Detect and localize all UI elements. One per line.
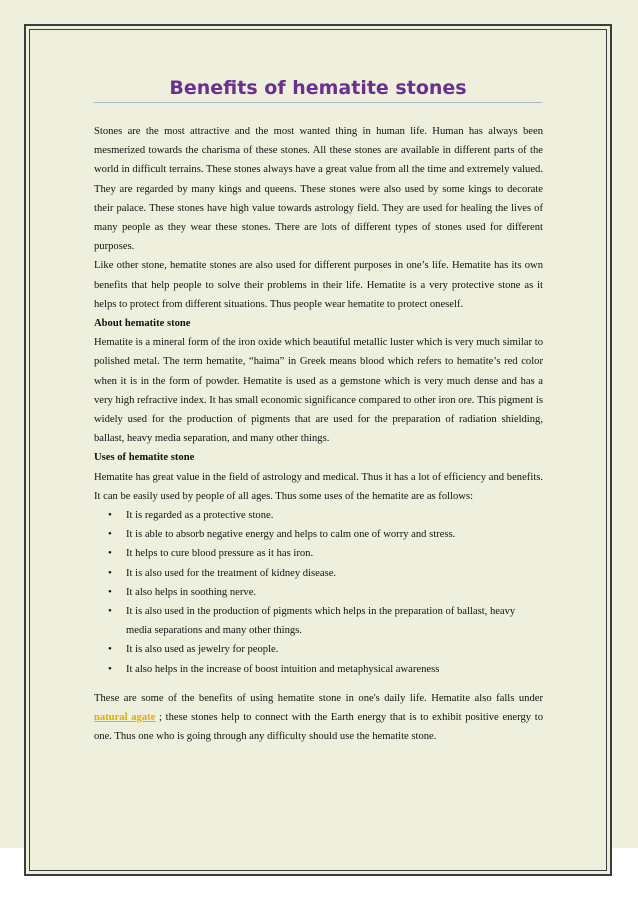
uses-bullet-list — [94, 506, 543, 679]
list-item-text: • It helps to cure blood pressure as it has iron. — [126, 548, 314, 560]
closing-text-start: These are some of the benefits of using hematite stone in one's daily life. Hematite also falls under — [94, 692, 543, 704]
natural-agate-link[interactable]: natural agate — [94, 712, 156, 724]
list-item-text: • It is also used as jewelry for people. — [126, 644, 279, 656]
about-heading: About hematite stone — [94, 318, 191, 330]
list-item — [94, 564, 543, 583]
document-body — [94, 122, 543, 747]
about-paragraph: Hematite is a mineral form of the iron oxide which beautiful metallic luster which is very much similar to polished metal. The term hematite, “haima” in Greek means blood which refers to hematite’s red color when it is in the form of powder. Hematite is used as a gemstone which is very much dense and has a very high refractive index. It has small economic significance compared to other iron ore. This pigment is widely used for the production of pigments that are used for the preparation of radiation shielding, ballast, heavy media separation, and many other things. — [94, 337, 543, 445]
closing-text-end: ; these stones help to connect with the Earth energy that is to exhibit positive energy to one. Thus one who is going through any difficulty should use the hematite stone. — [94, 712, 543, 743]
list-item-text: • It is able to absorb negative energy and helps to calm one of worry and stress. — [126, 529, 456, 541]
list-item-text: • It also helps in the increase of boost intuition and metaphysical awareness — [126, 663, 440, 675]
uses-intro-paragraph: Hematite has great value in the field of astrology and medical. Thus it has a lot of efficiency and benefits. It can be easily used by people of all ages. Thus some uses of the hematite are as follows: — [94, 471, 543, 502]
list-item-text: • It is also used in the production of pigments which helps in the preparation of ballast, heavy media separations and many other things. — [126, 606, 516, 637]
intro-paragraph-2: Like other stone, hematite stones are also used for different purposes in one’s life. Hematite has its own benefits that help people to solve their problems in their life. Hematite is a very protective stone as it helps to protect from different situations. Thus people wear hematite to protect oneself. — [94, 260, 543, 310]
list-item-text: • It is also used for the treatment of kidney disease. — [126, 567, 337, 579]
list-item — [94, 583, 543, 602]
uses-heading: Uses of hematite stone — [94, 452, 195, 464]
intro-paragraph-1: Stones are the most attractive and the most wanted thing in human life. Human has always been mesmerized towards the charisma of these stones. All these stones are available in different parts of the world in difficult terrains. These stones always have a great value from all the time and extremely valued. They are regarded by many kings and queens. These stones were also used by some kings to decorate their palace. These stones have high value towards astrology field. They are used for healing the lives of many people as they wear these stones. There are lots of different types of stones used for different purposes. — [94, 126, 543, 253]
list-item — [94, 506, 543, 525]
title-divider — [94, 102, 542, 103]
list-item — [94, 544, 543, 563]
list-item — [94, 602, 543, 640]
list-item-text: • It is regarded as a protective stone. — [126, 510, 274, 522]
list-item — [94, 640, 543, 659]
list-item-text: • It also helps in soothing nerve. — [126, 586, 257, 598]
list-item — [94, 525, 543, 544]
list-item — [94, 660, 543, 679]
page-title: Benefits of hematite stones — [169, 77, 467, 99]
closing-paragraph — [94, 689, 543, 747]
